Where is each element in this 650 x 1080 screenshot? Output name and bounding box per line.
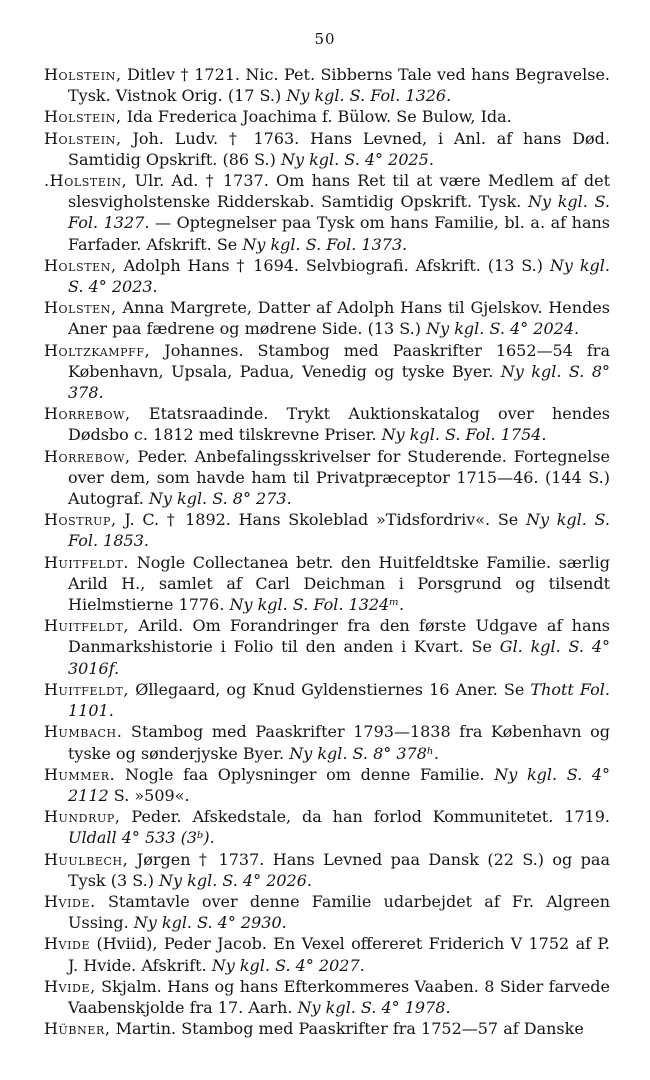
index-entry [44, 552, 610, 616]
entry-headword: Holsten, [44, 298, 117, 318]
entry-headword: Holstein, [44, 107, 122, 127]
entry-text: Nogle faa Oplysninger om denne Familie. [115, 764, 495, 784]
entry-text: Johannes. Stambog med Paaskrifter 1652—54 fra København, Upsala, Padua, Venedig og tyske Byer. [68, 340, 610, 381]
entry-headword: Holstein, [44, 65, 122, 84]
shelfmark-reference: Ny kgl. S. 8° 378. [68, 361, 611, 403]
index-entry [44, 976, 610, 1018]
entry-text: Etatsraadinde. Trykt Auktionskatalog over hendes Dødsbo c. 1812 med tilskrevne Priser. [68, 404, 610, 445]
entry-text: (Hviid), Peder Jacob. En Vexel offereret Friderich V 1752 af P. J. Hvide. Afskrift. [68, 934, 610, 975]
shelfmark-reference: Ny kgl. S. 4° 2026. [159, 870, 312, 890]
entry-headword: Hostrup, [44, 510, 117, 530]
shelfmark-reference: Ny kgl. S. Fol. 1853. [68, 510, 611, 551]
entry-headword: Hvide [44, 934, 91, 954]
entry-text: Øllegaard, og Knud Gyldenstiernes 16 Aner. Se [129, 679, 531, 699]
index-entry [44, 679, 610, 721]
index-entry [44, 403, 610, 445]
shelfmark-reference: Ny kgl. S. Fol. 1324ᵐ. [229, 595, 405, 615]
index-entry [44, 764, 610, 806]
entry-headword: Hübner, [44, 1019, 111, 1039]
shelfmark-reference: Ny kgl. S. 4° 2112 [68, 764, 611, 805]
entry-headword: Huitfeldt, [44, 616, 130, 636]
shelfmark-reference: Ny kgl. S. 4° 2025. [280, 149, 434, 169]
index-entry [44, 340, 610, 404]
index-entry [44, 106, 610, 127]
index-entry [44, 721, 610, 763]
index-entry [44, 297, 610, 339]
entry-headword: Holsten, [44, 255, 117, 275]
entry-text: Anna Margrete, Datter af Adolph Hans til Gjelskov. Hendes Aner paa fædrene og mødrene Side. (13 S.) [68, 298, 610, 339]
entry-text: Martin. Stambog med Paaskrifter fra 1752—57 af Danske [110, 1019, 584, 1039]
shelfmark-reference: Ny kgl. S. 4° 2930. [133, 913, 287, 933]
entry-headword: Huitfeldt. [44, 552, 130, 572]
entry-headword: Humbach. [44, 722, 123, 742]
index-entry [44, 128, 610, 170]
entry-headword: Holstein, [44, 128, 122, 148]
entry-text: Stamtavle over denne Familie udarbejdet af Fr. Algreen Ussing. [68, 891, 610, 933]
shelfmark-reference: Ny kgl. S. Fol. 1326. [286, 86, 452, 106]
entry-headword: Holtzkampff, [44, 340, 151, 360]
entry-text: J. C. † 1892. Hans Skoleblad »Tidsfordriv«. Se [116, 510, 526, 530]
shelfmark-reference: Ny kgl. S. 8° 273. [148, 489, 292, 509]
entry-text: Peder. Anbefalingsskrivelser for Studerende. Fortegnelse over dem, som havde ham til Privatpræceptor 1715—46. (144 S.) Autograf. [68, 446, 610, 509]
shelfmark-reference: Ny kgl. S. 4° 1978. [297, 997, 451, 1017]
shelfmark-reference: Ny kgl. S. 8° 378ʰ. [289, 743, 439, 763]
index-entry [44, 64, 610, 106]
index-entry [44, 255, 610, 297]
shelfmark-reference: Ny kgl. S. Fol. 1373. [242, 234, 408, 254]
index-entry [44, 933, 610, 975]
shelfmark-reference: Uldall 4° 533 (3ᵇ). [68, 828, 215, 848]
entry-headword: Hvide. [44, 891, 96, 911]
index-entry [44, 806, 610, 848]
index-entry [44, 170, 610, 255]
index-entry [44, 615, 610, 679]
entry-text: S. »509«. [108, 785, 190, 805]
entry-text: Joh. Ludv. † 1763. Hans Levned, i Anl. af hans Død. Samtidig Opskrift. (86 S.) [68, 128, 610, 169]
index-entry [44, 891, 610, 933]
entry-text: Adolph Hans † 1694. Selvbiografi. Afskrift. (13 S.) [116, 255, 550, 275]
index-entry [44, 1018, 610, 1039]
shelfmark-reference: Ny kgl. S. Fol. 1754. [381, 425, 547, 445]
entry-headword: Hummer. [44, 764, 116, 784]
entry-text: Arild. Om Forandringer fra den første Udgave af hans Danmarkshistorie i Folio til den anden i Kvart. Se [68, 616, 610, 657]
entry-headword: Horrebow, [44, 404, 131, 424]
shelfmark-reference: Ny kgl. S. 4° 2024. [426, 319, 580, 339]
entry-text: — Optegnelser paa Tysk om hans Familie, bl. a. af hans Farfader. Afskrift. Se [68, 213, 610, 254]
index-entry [44, 509, 610, 551]
entry-headword: Horrebow, [44, 446, 131, 466]
entry-text: Peder. Afskedstale, da han forlod Kommunitetet. 1719. [120, 807, 610, 827]
entry-text: Ida Frederica Joachima f. Bülow. Se Bulow, Ida. [121, 107, 512, 127]
shelfmark-reference: Ny kgl. S. 4° 2027. [211, 955, 365, 975]
index-entries [44, 64, 610, 1039]
entry-headword: Hvide, [44, 976, 96, 996]
entry-headword: Huitfeldt, [44, 679, 130, 699]
entry-text: Ditlev † 1721. Nic. Pet. Sibberns Tale ved hans Begravelse. Tysk. Vistnok Orig. (17 S.) [68, 65, 610, 106]
page-number: 50 [314, 30, 336, 48]
entry-headword: Huulbech, [44, 849, 129, 869]
entry-text: Skjalm. Hans og hans Efterkommeres Vaaben. 8 Sider farvede Vaabenskjolde fra 17. Aarh. [68, 976, 610, 1017]
entry-headword: .Holstein, [44, 171, 128, 191]
shelfmark-reference: Ny kgl. S. 4° 2023. [68, 255, 611, 297]
entry-text: Ulr. Ad. † 1737. Om hans Ret til at være Medlem af det slesvigholstenske Ridderskab. Samtidig Opskrift. Tysk. [68, 171, 610, 212]
entry-text: Stambog med Paaskrifter 1793—1838 fra København og tyske og sønderjyske Byer. [68, 722, 610, 763]
index-entry [44, 849, 610, 891]
entry-text: Jørgen † 1737. Hans Levned paa Dansk (22 S.) og paa Tysk (3 S.) [68, 849, 610, 890]
entry-text: Nogle Collectanea betr. den Huitfeldtske Familie. særlig Arild H., samlet af Carl Deichman i Porsgrund og tilsendt Hielmstierne 1776. [68, 552, 610, 615]
shelfmark-reference: Thott Fol. 1101. [68, 679, 610, 721]
shelfmark-reference: Gl. kgl. S. 4° 3016f. [68, 637, 610, 678]
entry-headword: Hundrup, [44, 807, 121, 827]
shelfmark-reference: Ny kgl. S. Fol. 1327. [68, 192, 611, 233]
index-entry [44, 446, 610, 510]
